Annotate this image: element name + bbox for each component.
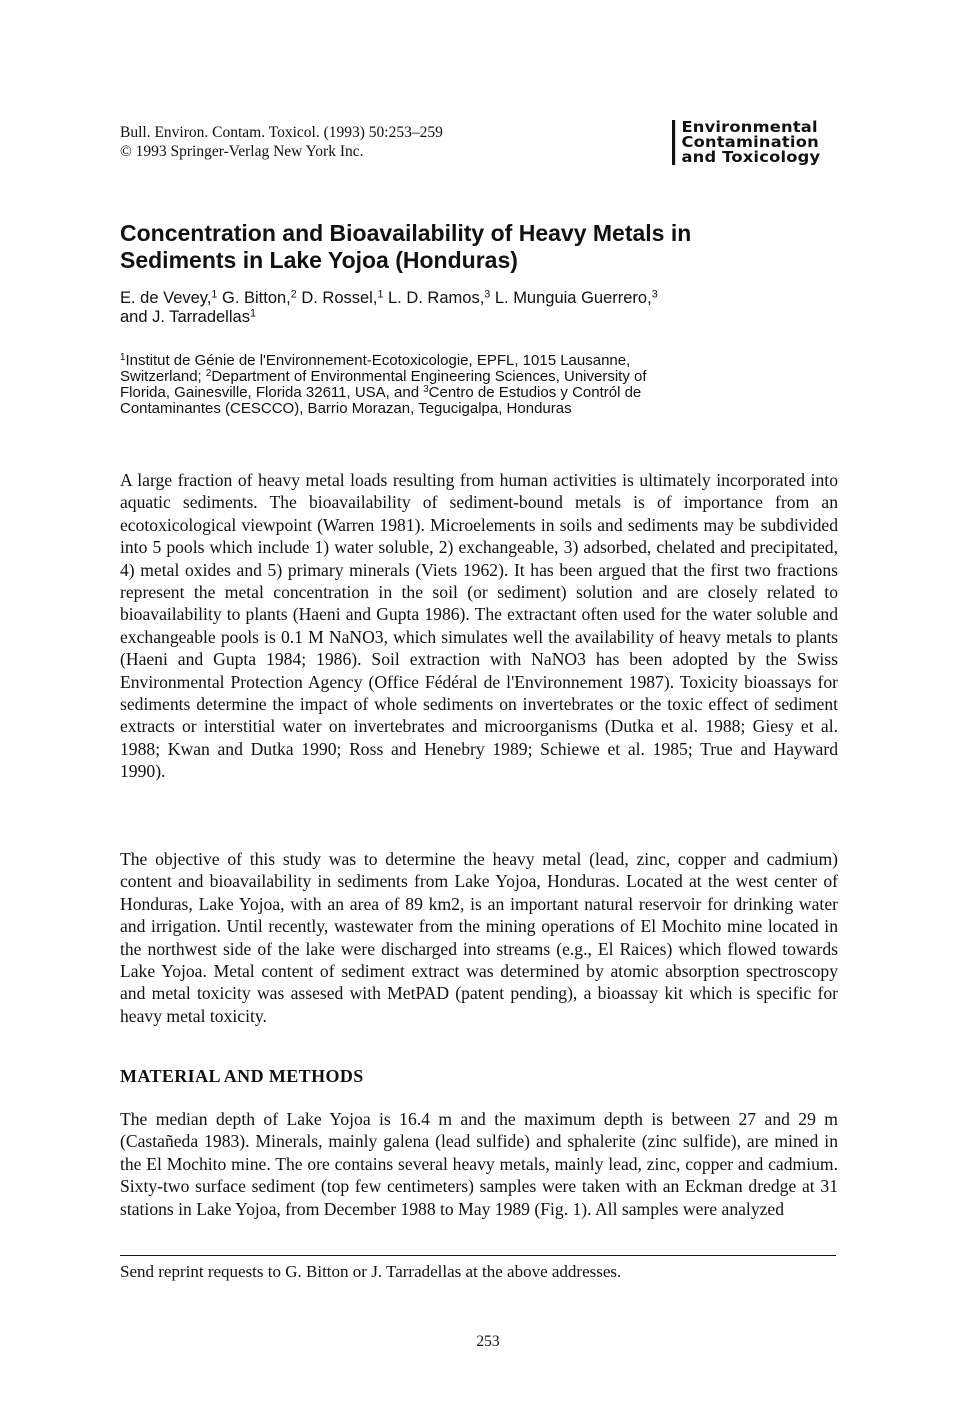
author-affiliation-mark: 1 bbox=[211, 288, 218, 301]
objective-paragraph: The objective of this study was to determine the heavy metal (lead, zinc, copper and cadmium) content and bioavailability in sediments from Lake Yojoa, Honduras. Located at the west center of Honduras, Lake Yojoa, with an area of 89 km2, is an important natural reservoir for drinking water and irrigation. Until recently, wastewater from the mining operations of El Mochito mine located in the northwest side of the lake were discharged into streams (e.g., El Raices) which flowed towards Lake Yojoa. Metal content of sediment extract was determined by atomic absorption spectroscopy and metal toxicity was assesed with MetPAD (patent pending), a bioassay kit which is specific for heavy metal toxicity. bbox=[120, 849, 838, 1026]
affiliation-text: Switzerland; bbox=[120, 368, 206, 385]
author-name: and J. Tarradellas bbox=[120, 308, 250, 326]
journal-citation bbox=[120, 123, 443, 161]
author-list bbox=[120, 289, 658, 327]
copyright-line: © 1993 Springer-Verlag New York Inc. bbox=[120, 143, 364, 160]
affiliation-line bbox=[120, 353, 647, 369]
methods-paragraph: The median depth of Lake Yojoa is 16.4 m and the maximum depth is between 27 and 29 m (Castañeda 1983). Minerals, mainly galena (lead sulfide) and sphalerite (zinc sulfide), are mined in the El Mochito mine. The ore contains several heavy metals, mainly lead, zinc, copper and cadmium. Sixty-two surface sediment (top few centimeters) samples were taken with an Eckman dredge at 31 stations in Lake Yojoa, from December 1988 to May 1989 (Fig. 1). All samples were analyzed bbox=[120, 1109, 838, 1219]
affiliation-mark: 2 bbox=[205, 368, 212, 380]
article-title bbox=[120, 220, 860, 274]
affiliation-text: Institut de Génie de l'Environnement-Ecotoxicologie, EPFL, 1015 Lausanne, bbox=[125, 352, 631, 369]
page-number: 253 bbox=[476, 1333, 500, 1350]
affiliation-mark: 3 bbox=[423, 384, 429, 396]
affiliation-line bbox=[120, 385, 647, 401]
author-affiliation-mark: 3 bbox=[651, 288, 658, 301]
journal-logo-line: and Toxicology bbox=[672, 150, 820, 165]
journal-logo-line: Contamination bbox=[672, 135, 820, 150]
title-line: Sediments in Lake Yojoa (Honduras) bbox=[120, 247, 518, 273]
affiliation-mark: 1 bbox=[120, 352, 126, 364]
author-name: E. de Vevey, bbox=[120, 289, 212, 307]
author-name: L. Munguia Guerrero, bbox=[494, 289, 652, 307]
author-affiliation-mark: 2 bbox=[290, 288, 297, 301]
citation-line: Bull. Environ. Contam. Toxicol. (1993) 50:253–259 bbox=[120, 124, 443, 141]
affiliations bbox=[120, 353, 647, 417]
author-line bbox=[120, 289, 658, 308]
title-line: Concentration and Bioavailability of Heavy Metals in bbox=[120, 220, 692, 246]
affiliation-line bbox=[120, 369, 647, 385]
author-name: G. Bitton, bbox=[221, 289, 291, 307]
author-affiliation-mark: 1 bbox=[377, 288, 384, 301]
journal-logo-line: Environmental bbox=[672, 120, 820, 135]
affiliation-line: Contaminantes (CESCCO), Barrio Morazan, Tegucigalpa, Honduras bbox=[120, 400, 572, 417]
author-affiliation-mark: 3 bbox=[484, 288, 491, 301]
affiliation-text: Department of Environmental Engineering Sciences, University of bbox=[211, 368, 647, 385]
intro-paragraph: A large fraction of heavy metal loads resulting from human activities is ultimately incorporated into aquatic sediments. The bioavailability of sediment-bound metals is of importance from an ecotoxicological viewpoint (Warren 1981). Microelements in soils and sediments may be subdivided into 5 pools which include 1) water soluble, 2) exchangeable, 3) adsorbed, chelated and precipitated, 4) metal oxides and 5) primary minerals (Viets 1962). It has been argued that the first two fractions represent the metal concentration in the soil (or sediment) solution and are closely related to bioavailability to plants (Haeni and Gupta 1986). The extractant often used for the water soluble and exchangeable pools is 0.1 M NaNO3, which simulates well the availability of heavy metals to plants (Haeni and Gupta 1984; 1986). Soil extraction with NaNO3 has been adopted by the Swiss Environmental Protection Agency (Office Fédéral de l'Environnement 1987). Toxicity bioassays for sediments determine the impact of whole sediments on invertebrates or the toxic effect of sediment extracts or interstitial water on invertebrates and microorganisms (Dutka et al. 1988; Giesy et al. 1988; Kwan and Dutka 1990; Ross and Henebry 1989; Schiewe et al. 1985; True and Hayward 1990). bbox=[120, 470, 838, 782]
section-heading: MATERIAL AND METHODS bbox=[120, 1066, 364, 1086]
author-affiliation-mark: 1 bbox=[249, 307, 256, 320]
footnote: Send reprint requests to G. Bitton or J. Tarradellas at the above addresses. bbox=[120, 1262, 622, 1281]
footnote-divider bbox=[120, 1255, 836, 1256]
author-name: L. D. Ramos, bbox=[388, 289, 485, 307]
journal-logo bbox=[672, 120, 820, 165]
author-line bbox=[120, 308, 658, 327]
affiliation-text: Centro de Estudios y Contról de bbox=[428, 384, 642, 401]
author-name: D. Rossel, bbox=[301, 289, 378, 307]
affiliation-text: Florida, Gainesville, Florida 32611, USA, and bbox=[120, 384, 424, 401]
